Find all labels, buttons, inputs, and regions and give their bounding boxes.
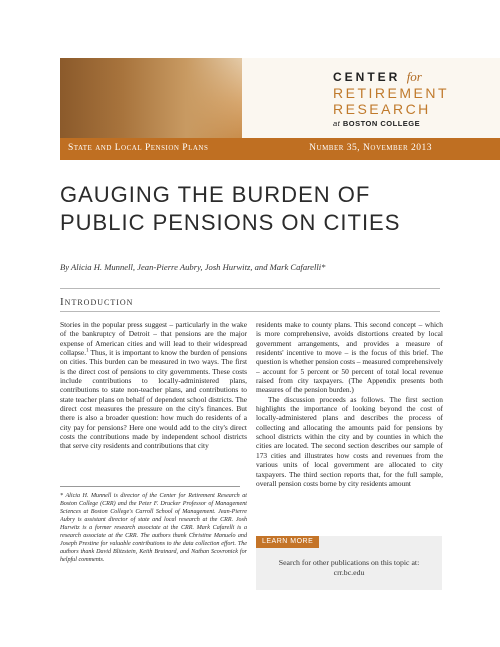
author-line: By Alicia H. Munnell, Jean-Pierre Aubry, Josh Hurwitz, and Mark Cafarelli* <box>60 262 326 272</box>
header-photo <box>60 58 240 138</box>
body-column-right <box>256 320 443 526</box>
logo-college: BOSTON COLLEGE <box>342 119 421 128</box>
learn-more-text-block <box>262 558 436 578</box>
series-band <box>60 138 500 160</box>
logo-center-line <box>333 69 493 85</box>
body-column-left <box>60 320 247 480</box>
series-name: State and Local Pension Plans <box>68 143 209 153</box>
footnote-ref[interactable]: 1 <box>86 348 89 354</box>
paragraph-text: Thus, it is important to know the burden of pensions on cities. This burden can be measured in two ways. The first is the direct cost of pensions to city governments. These costs include contributions to locally-administered plans, contributions to state non-teacher plans, and contributions to state teacher plans on behalf of dependent school districts. The direct cost measures the pressure on the city's finances. But there is also a broader question: how much do residents of a city pay for pensions? Here one would add to the city's direct costs the contributions made by independent school districts that serve city residents and contributions that city <box>60 348 247 451</box>
paragraph-text: Stories in the popular press suggest – particularly in the wake of the bankruptcy of Detroit – that pensions are the major expense of American cities and will lead to their widespread collapse. <box>60 320 247 358</box>
logo-research: RESEARCH <box>333 101 431 117</box>
paragraph: residents make to county plans. This second concept – which is more comprehensive, avoids distortions created by local government arrangements, and provides a measure of residents' incentive to move – is the focus of this brief. The question is whether pension costs – measured comprehensively – account for 5 percent or 50 percent of total local revenue raised from city taxpayers. (The Appendix presents both measures of the pension burden.) <box>256 320 443 395</box>
title-line-1: GAUGING THE BURDEN OF <box>60 182 371 207</box>
learn-more-tab: LEARN MORE <box>256 536 319 548</box>
crr-logo[interactable] <box>333 69 493 128</box>
learn-more-text: Search for other publications on this topic at: <box>278 558 420 567</box>
title-line-2: PUBLIC PENSIONS ON CITIES <box>60 210 401 235</box>
logo-for: for <box>406 69 422 84</box>
logo-at: at <box>333 119 341 128</box>
author-footnote: * Alicia H. Munnell is director of the Center for Retirement Research at Boston College (CRR) and the Peter F. Drucker Professor of Management Sciences at Boston College's Carroll School of Management. Jean-Pierre Aubry is assistant director of state and local research at the CRR. Josh Hurwitz is a former research associate at the CRR. Mark Cafarelli is a research associate at the CRR. The authors thank Christine Manuelo and Joseph Prestine for valuable contributions to the data collection effort. The authors thank David Blitzstein, Keith Brainard, and Nathan Scovronick for helpful comments. <box>60 493 247 563</box>
issue-number: Number 35, November 2013 <box>309 143 432 153</box>
learn-more-link[interactable]: crr.bc.edu <box>333 568 365 577</box>
logo-college-line <box>333 119 493 128</box>
footnote-divider <box>60 486 240 487</box>
logo-center: CENTER <box>333 70 401 84</box>
section-heading: Introduction <box>60 296 134 308</box>
divider <box>60 311 440 312</box>
logo-retirement: RETIREMENT <box>333 85 449 101</box>
page-title <box>60 181 440 237</box>
paragraph: The discussion proceeds as follows. The first section highlights the importance of looking beyond the cost of locally-administered plans and describes the process of collecting and allocating the amounts paid for pensions by school districts within the city and by counties in which the cities are located. The second section describes our sample of 173 cities and illustrates how costs and revenues from the various units of local government are allocated to city taxpayers. The third section reports that, for the full sample, overall pension costs borne by city residents amount <box>256 394 443 488</box>
paragraph <box>60 320 247 451</box>
divider <box>60 288 440 289</box>
